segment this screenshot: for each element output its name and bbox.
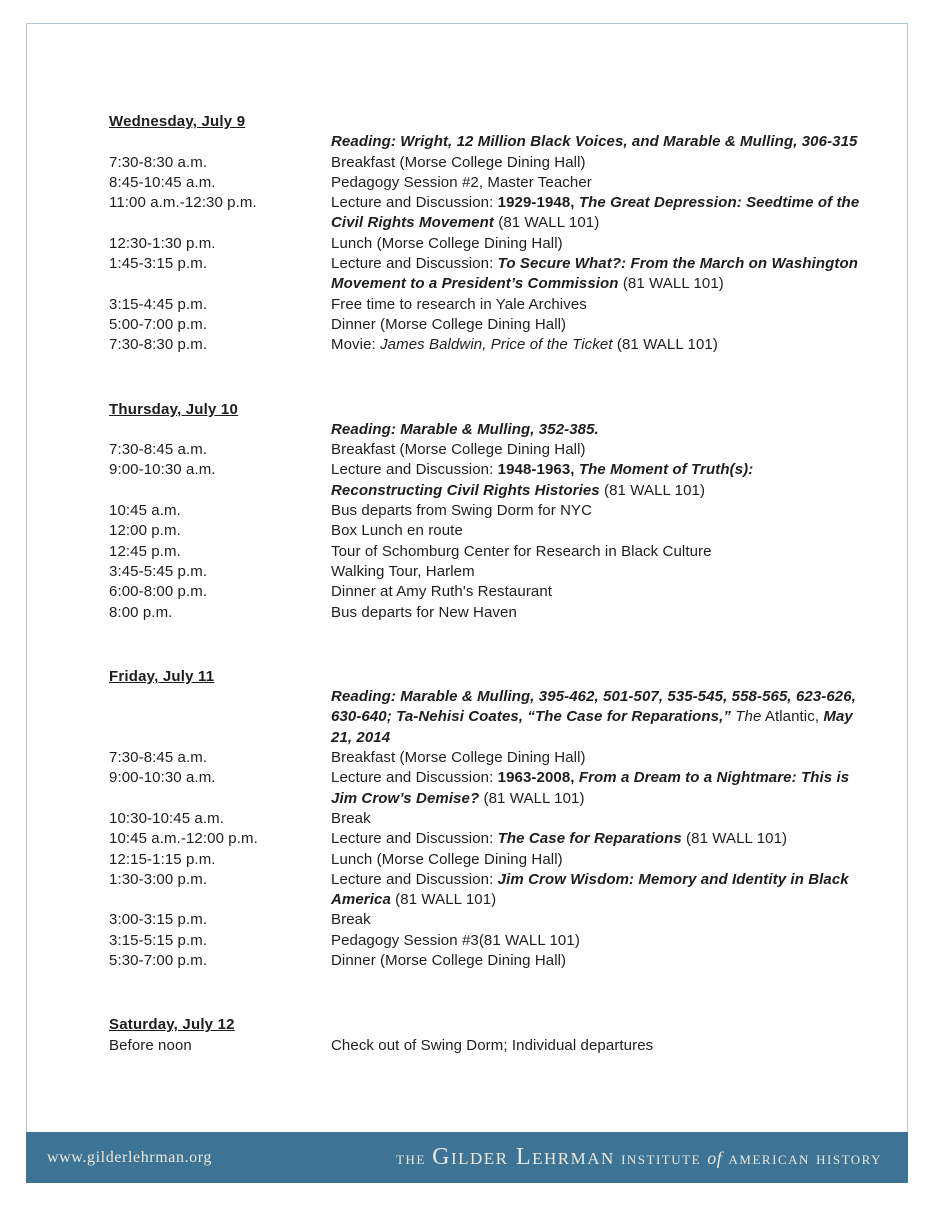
time-cell: 7:30-8:45 a.m. <box>109 749 208 767</box>
description-segment: Movie: <box>331 336 381 354</box>
description-segment: Jim Crow Wisdom: Memory and Identity in Black America <box>331 870 849 909</box>
description-segment: Check out of Swing Dorm; Individual departures <box>331 1036 654 1054</box>
description-segment: Pedagogy Session #2, Master Teacher <box>331 173 592 191</box>
time-cell: 7:30-8:30 p.m. <box>109 336 208 354</box>
description-segment: Lecture and Discussion: <box>331 255 498 273</box>
description-segment: (81 WALL 101) <box>618 275 724 293</box>
description-cell <box>331 295 867 315</box>
description-segment: Break <box>331 809 371 827</box>
description-cell <box>331 603 867 623</box>
description-segment: (81 WALL 101) <box>493 214 600 232</box>
description-segment: (81 WALL 101) <box>681 830 788 848</box>
description-segment: Dinner (Morse College Dining Hall) <box>331 951 567 969</box>
footer-brand-the: the <box>396 1148 433 1169</box>
description-segment: Lunch (Morse College Dining Hall) <box>331 234 563 252</box>
time-cell: 7:30-8:30 a.m. <box>109 153 208 171</box>
time-cell: 12:15-1:15 p.m. <box>109 850 216 868</box>
description-segment: Reading: Marable & Mulling, 395-462, 501-507, 535-545, 558-565, 623-626, 630-640; Ta-Nehisi Coates, “The Case for Reparations,” <box>331 688 856 726</box>
description-cell <box>331 501 867 521</box>
description-segment: 1963-2008, <box>497 769 579 787</box>
description-segment: The Moment of Truth(s): Reconstructing Civil Rights Histories <box>331 461 754 499</box>
schedule <box>109 112 871 1056</box>
description-cell <box>331 582 867 602</box>
time-cell: 12:30-1:30 p.m. <box>109 234 216 252</box>
description-segment: Tour of Schomburg Center for Research in Black Culture <box>331 542 712 560</box>
description-cell <box>331 809 867 829</box>
description-cell <box>331 254 867 295</box>
schedule-row <box>109 687 871 748</box>
description-cell <box>331 193 867 234</box>
description-segment: 1948-1963, <box>497 461 579 479</box>
schedule-row <box>109 335 871 355</box>
description-segment: Box Lunch en route <box>331 522 463 540</box>
description-cell <box>331 951 867 971</box>
schedule-row <box>109 582 871 602</box>
description-cell <box>331 768 867 809</box>
description-segment: The Case for Reparations <box>497 830 682 848</box>
schedule-row <box>109 768 871 809</box>
schedule-row <box>109 173 871 193</box>
day-heading: Friday, July 11 <box>109 667 215 685</box>
schedule-row <box>109 809 871 829</box>
description-cell <box>331 315 867 335</box>
description-segment: (81 WALL 101) <box>479 789 585 807</box>
description-cell <box>331 748 867 768</box>
footer-url: www.gilderlehrman.org <box>47 1148 213 1166</box>
description-segment: Atlantic, <box>761 708 824 726</box>
time-cell: 9:00-10:30 a.m. <box>109 769 216 787</box>
day-heading: Saturday, July 12 <box>109 1016 235 1034</box>
description-segment: The Great Depression: Seedtime of the Civil Rights Movement <box>331 194 860 232</box>
description-segment: Lecture and Discussion: <box>331 769 498 787</box>
description-cell <box>331 234 867 254</box>
document-page <box>26 23 908 1183</box>
description-segment: May 21, 2014 <box>331 708 853 746</box>
time-cell: 10:30-10:45 a.m. <box>109 809 225 827</box>
time-cell: 11:00 a.m.-12:30 p.m. <box>109 194 257 212</box>
description-segment: 1929-1948, <box>497 194 579 212</box>
description-segment: (81 WALL 101) <box>390 891 497 909</box>
schedule-row <box>109 542 871 562</box>
schedule-row <box>109 440 871 460</box>
day-section <box>109 400 871 623</box>
schedule-row <box>109 562 871 582</box>
description-cell <box>331 132 867 152</box>
time-cell: 5:30-7:00 p.m. <box>109 951 208 969</box>
schedule-row <box>109 193 871 234</box>
description-segment: Lecture and Discussion: <box>331 194 498 212</box>
day-section <box>109 667 871 971</box>
footer-brand-rest: american history <box>722 1148 882 1169</box>
description-segment: Walking Tour, Harlem <box>331 562 475 580</box>
description-cell <box>331 460 867 501</box>
schedule-row <box>109 910 871 930</box>
description-segment: From a Dream to a Nightmare: This is Jim Crow’s Demise? <box>331 769 850 807</box>
description-cell <box>331 931 867 951</box>
schedule-row <box>109 420 871 440</box>
schedule-row <box>109 521 871 541</box>
time-cell: Before noon <box>109 1036 192 1054</box>
description-cell <box>331 687 867 748</box>
time-cell: 1:30-3:00 p.m. <box>109 870 208 888</box>
time-cell: 6:00-8:00 p.m. <box>109 583 208 601</box>
schedule-row <box>109 460 871 501</box>
footer-brand-name: Gilder Lehrman <box>432 1144 615 1170</box>
time-cell: 3:15-4:45 p.m. <box>109 295 208 313</box>
time-cell: 12:45 p.m. <box>109 542 181 560</box>
schedule-row <box>109 870 871 911</box>
description-segment: Breakfast (Morse College Dining Hall) <box>331 153 586 171</box>
schedule-row <box>109 501 871 521</box>
description-segment: Reading: Marable & Mulling, 352-385. <box>331 420 599 438</box>
description-segment: Lecture and Discussion: <box>331 870 498 888</box>
description-cell <box>331 153 867 173</box>
description-segment: Reading: Wright, 12 Million Black Voices, and Marable & Mulling, 306-315 <box>331 133 858 151</box>
description-segment: (81 WALL 101) <box>612 336 718 354</box>
schedule-row <box>109 132 871 152</box>
description-cell <box>331 173 867 193</box>
footer-bar <box>26 1132 908 1183</box>
description-cell <box>331 420 867 440</box>
schedule-row <box>109 153 871 173</box>
description-segment: Breakfast (Morse College Dining Hall) <box>331 441 586 459</box>
schedule-row <box>109 295 871 315</box>
description-segment: Lunch (Morse College Dining Hall) <box>331 850 563 868</box>
description-cell <box>331 850 867 870</box>
day-section <box>109 1015 871 1056</box>
time-cell: 5:00-7:00 p.m. <box>109 315 208 333</box>
description-segment: Free time to research in Yale Archives <box>331 295 587 313</box>
day-heading: Wednesday, July 9 <box>109 113 246 130</box>
description-segment: Lecture and Discussion: <box>331 461 498 479</box>
description-cell <box>331 870 867 911</box>
schedule-row <box>109 931 871 951</box>
footer-brand <box>396 1144 882 1171</box>
description-segment: (81 WALL 101) <box>599 481 706 499</box>
time-cell: 10:45 a.m. <box>109 502 181 520</box>
time-cell: 12:00 p.m. <box>109 522 181 540</box>
description-cell <box>331 1036 867 1056</box>
time-cell: 9:00-10:30 a.m. <box>109 461 216 479</box>
time-cell: 8:45-10:45 a.m. <box>109 173 216 191</box>
schedule-row <box>109 254 871 295</box>
footer-brand-of: of <box>707 1148 723 1168</box>
description-segment: Bus departs for New Haven <box>331 603 517 621</box>
time-cell: 8:00 p.m. <box>109 603 173 621</box>
time-cell: 10:45 a.m.-12:00 p.m. <box>109 830 258 848</box>
description-segment: Break <box>331 911 371 929</box>
schedule-row <box>109 603 871 623</box>
description-cell <box>331 562 867 582</box>
description-segment: Dinner (Morse College Dining Hall) <box>331 315 567 333</box>
description-cell <box>331 829 867 849</box>
footer-brand-institute: institute <box>614 1148 708 1169</box>
description-segment: Dinner at Amy Ruth's Restaurant <box>331 583 553 601</box>
time-cell: 3:45-5:45 p.m. <box>109 562 208 580</box>
schedule-row <box>109 748 871 768</box>
time-cell: 7:30-8:45 a.m. <box>109 441 208 459</box>
schedule-row <box>109 234 871 254</box>
time-cell: 3:00-3:15 p.m. <box>109 911 208 929</box>
time-cell: 1:45-3:15 p.m. <box>109 255 208 273</box>
description-cell <box>331 335 867 355</box>
day-section <box>109 112 871 356</box>
description-segment: James Baldwin, Price of the Ticket <box>380 336 613 354</box>
description-segment: Lecture and Discussion: <box>331 830 498 848</box>
schedule-row <box>109 829 871 849</box>
description-cell <box>331 521 867 541</box>
day-heading: Thursday, July 10 <box>109 400 239 418</box>
schedule-row <box>109 850 871 870</box>
description-segment: Breakfast (Morse College Dining Hall) <box>331 749 586 767</box>
schedule-row <box>109 315 871 335</box>
description-cell <box>331 910 867 930</box>
description-cell <box>331 542 867 562</box>
description-segment: To Secure What?: From the March on Washington Movement to a President’s Commission <box>331 255 858 293</box>
time-cell: 3:15-5:15 p.m. <box>109 931 208 949</box>
description-segment: Bus departs from Swing Dorm for NYC <box>331 502 593 520</box>
description-segment: Pedagogy Session #3(81 WALL 101) <box>331 931 580 949</box>
description-segment: The <box>735 708 762 726</box>
description-cell <box>331 440 867 460</box>
schedule-row <box>109 951 871 971</box>
schedule-row <box>109 1036 871 1056</box>
